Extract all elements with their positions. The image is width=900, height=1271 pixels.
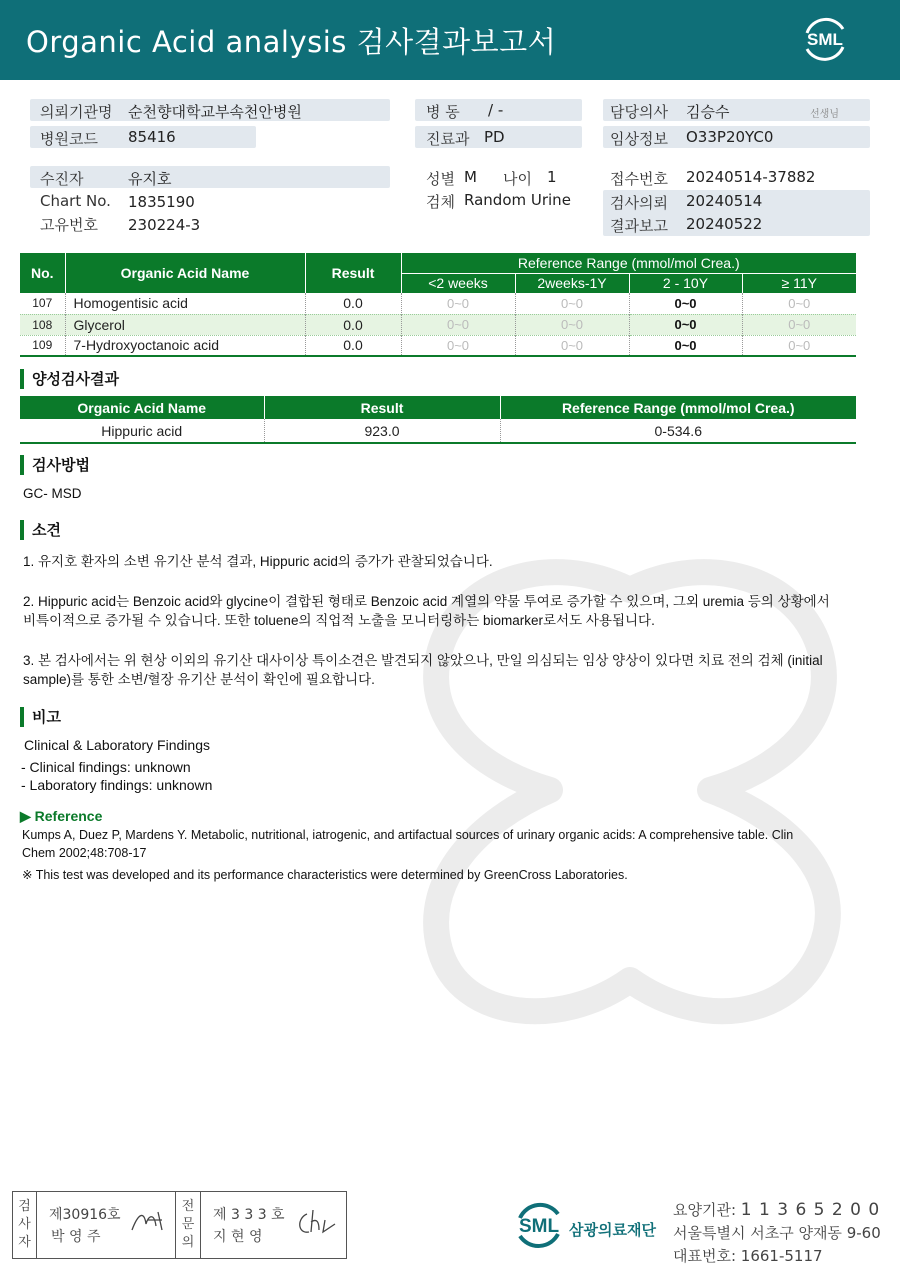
org-logo — [510, 1196, 568, 1254]
specialist-label: 전문의 — [175, 1192, 201, 1258]
chart-label: Chart No. — [40, 192, 111, 210]
specimen-value: Random Urine — [464, 191, 571, 209]
report-title: Organic Acid analysis 검사결과보고서 — [26, 25, 557, 59]
results-table — [20, 253, 856, 357]
row-ref-4: 0~0 — [742, 293, 856, 314]
reference-note: ※ This test was developed and its performance characteristics were determined by GreenCross Laboratories. — [22, 868, 628, 882]
hospital-value: 순천향대학교부속천안병원 — [128, 103, 302, 121]
ref-col-3: 2 - 10Y — [629, 273, 742, 293]
row-ref-1: 0~0 — [401, 293, 515, 314]
clinical-value: O33P20YC0 — [686, 128, 774, 146]
row-ref-2: 0~0 — [515, 314, 629, 335]
row-ref-2: 0~0 — [515, 293, 629, 314]
positive-name: Hippuric acid — [101, 422, 183, 439]
finding-1: 1. 유지호 환자의 소변 유기산 분석 결과, Hippuric acid의 증가가 관찰되었습니다. — [23, 554, 493, 569]
positive-result: 923.0 — [264, 419, 500, 443]
header-reference: Reference Range (mmol/mol Crea.) — [401, 253, 856, 273]
row-ref-4: 0~0 — [742, 314, 856, 335]
age-value: 1 — [547, 168, 557, 186]
triangle-icon: ▶ — [20, 808, 35, 824]
row-no: 109 — [32, 338, 53, 353]
receipt-label: 접수번호 — [610, 170, 668, 188]
uid-label: 고유번호 — [40, 216, 98, 234]
row-ref-3: 0~0 — [629, 335, 742, 356]
inspector-name: 박 영 주 — [51, 1229, 101, 1245]
ref-col-2: 2weeks-1Y — [515, 273, 629, 293]
row-name: Homogentisic acid — [65, 293, 305, 314]
code-label: 병원코드 — [40, 130, 98, 148]
hospital-label: 의뢰기관명 — [40, 103, 113, 121]
dept-value: PD — [484, 128, 505, 146]
row-ref-4: 0~0 — [742, 335, 856, 356]
clinical-label: 임상정보 — [610, 130, 668, 148]
sex-value: M — [464, 168, 477, 186]
svg-text:SML: SML — [807, 30, 843, 49]
address: 서울특별시 서초구 양재동 9-60 — [673, 1224, 881, 1242]
positive-ref: 0-534.6 — [500, 419, 856, 443]
reference-text: Kumps A, Duez P, Mardens Y. Metabolic, nutritional, iatrogenic, and artifactual sources of urinary organic acids: A comprehensive table. Clin Chem 2002;48:708-17 — [22, 828, 794, 860]
reference-title: Reference — [34, 808, 103, 824]
positive-header-name: Organic Acid Name — [20, 396, 264, 419]
remarks-line-2: - Clinical findings: unknown — [21, 759, 191, 775]
row-name: 7-Hydroxyoctanoic acid — [65, 335, 305, 356]
code-value: 1 1 3 6 5 2 0 0 — [740, 1200, 881, 1220]
positive-header-result: Result — [264, 396, 500, 419]
inspector-signature — [128, 1206, 168, 1236]
reference-title-wrap — [20, 808, 102, 825]
row-ref-3: 0~0 — [629, 293, 742, 314]
specialist-signature — [295, 1206, 339, 1238]
table-row — [20, 335, 856, 356]
specimen-label: 검체 — [426, 193, 455, 211]
remarks-line-1: Clinical & Laboratory Findings — [24, 737, 210, 753]
phone-label: 대표번호: — [673, 1247, 737, 1265]
remarks-section-title: 비고 — [20, 707, 61, 727]
header-name: Organic Acid Name — [65, 253, 305, 293]
method-section-title: 검사방법 — [20, 455, 90, 475]
row-no: 107 — [32, 296, 53, 311]
report-label: 결과보고 — [610, 217, 668, 235]
phone-line — [673, 1245, 823, 1266]
uid-value: 230224-3 — [128, 216, 201, 234]
findings-section-title: 소견 — [20, 520, 61, 540]
patient-row-bg — [30, 166, 390, 188]
svg-text:SML: SML — [518, 1216, 560, 1237]
row-ref-3: 0~0 — [629, 314, 742, 335]
positive-section-title: 양성검사결과 — [20, 369, 119, 389]
table-row — [20, 419, 856, 443]
org-name: 삼광의료재단 — [569, 1221, 656, 1239]
row-name: Glycerol — [65, 314, 305, 335]
specialist-license: 제 3 3 3 호 — [213, 1207, 285, 1223]
header-result: Result — [305, 253, 401, 293]
doctor-value: 김승수 — [686, 103, 730, 121]
dept-label: 진료과 — [426, 130, 470, 148]
row-result: 0.0 — [305, 293, 401, 314]
ref-col-1: <2 weeks — [401, 273, 515, 293]
code-line — [673, 1199, 880, 1220]
patient-label: 수진자 — [40, 170, 84, 188]
row-result: 0.0 — [305, 335, 401, 356]
age-label: 나이 — [503, 170, 532, 188]
inspector-label: 검사자 — [13, 1192, 37, 1258]
finding-3: 3. 본 검사에서는 위 현상 이외의 유기산 대사이상 특이소견은 발견되지 않았으나, 만일 의심되는 임상 양상이 있다면 치료 전의 검체 (initial sample)를 통한 소변/혈장 유기산 분석이 확인에 필요합니다. — [23, 653, 823, 687]
request-value: 20240514 — [686, 192, 763, 210]
doctor-label: 담당의사 — [610, 103, 668, 121]
sex-label: 성별 — [426, 170, 455, 188]
request-label: 검사의뢰 — [610, 194, 668, 212]
finding-2: 2. Hippuric acid는 Benzoic acid와 glycine이 결합된 형태로 Benzoic acid 계열의 약물 투여로 증가할 수 있으며, 그외 uremia 등의 상황에서 비특이적으로 증가될 수 있습니다. 또한 toluene의 직업적 노출을 모니터링하는 biomarker로서도 사용됩니다. — [23, 594, 830, 628]
code-label: 요양기관: — [673, 1201, 737, 1219]
table-row — [20, 293, 856, 314]
row-ref-1: 0~0 — [401, 314, 515, 335]
report-header — [0, 0, 900, 80]
phone-value: 1661-5117 — [740, 1247, 823, 1265]
receipt-value: 20240514-37882 — [686, 168, 816, 186]
ref-col-4: ≥ 11Y — [742, 273, 856, 293]
doctor-suffix: 선생님 — [810, 109, 839, 120]
ward-value: / - — [488, 101, 504, 119]
specialist-name: 지 현 영 — [213, 1229, 263, 1245]
code-value: 85416 — [128, 128, 176, 146]
table-row — [20, 314, 856, 335]
sml-logo — [799, 13, 851, 65]
chart-value: 1835190 — [128, 193, 195, 211]
row-result: 0.0 — [305, 314, 401, 335]
patient-value: 유지호 — [128, 170, 172, 188]
inspector-license: 제30916호 — [49, 1207, 121, 1223]
positive-header-ref: Reference Range (mmol/mol Crea.) — [500, 396, 856, 419]
row-ref-1: 0~0 — [401, 335, 515, 356]
ward-label: 병 동 — [426, 103, 460, 121]
remarks-line-3: - Laboratory findings: unknown — [21, 777, 213, 793]
row-ref-2: 0~0 — [515, 335, 629, 356]
positive-table — [20, 396, 856, 444]
signature-box — [12, 1191, 347, 1259]
row-no: 108 — [32, 317, 53, 332]
report-value: 20240522 — [686, 215, 763, 233]
header-no: No. — [20, 253, 65, 293]
method-text: GC- MSD — [23, 486, 82, 501]
